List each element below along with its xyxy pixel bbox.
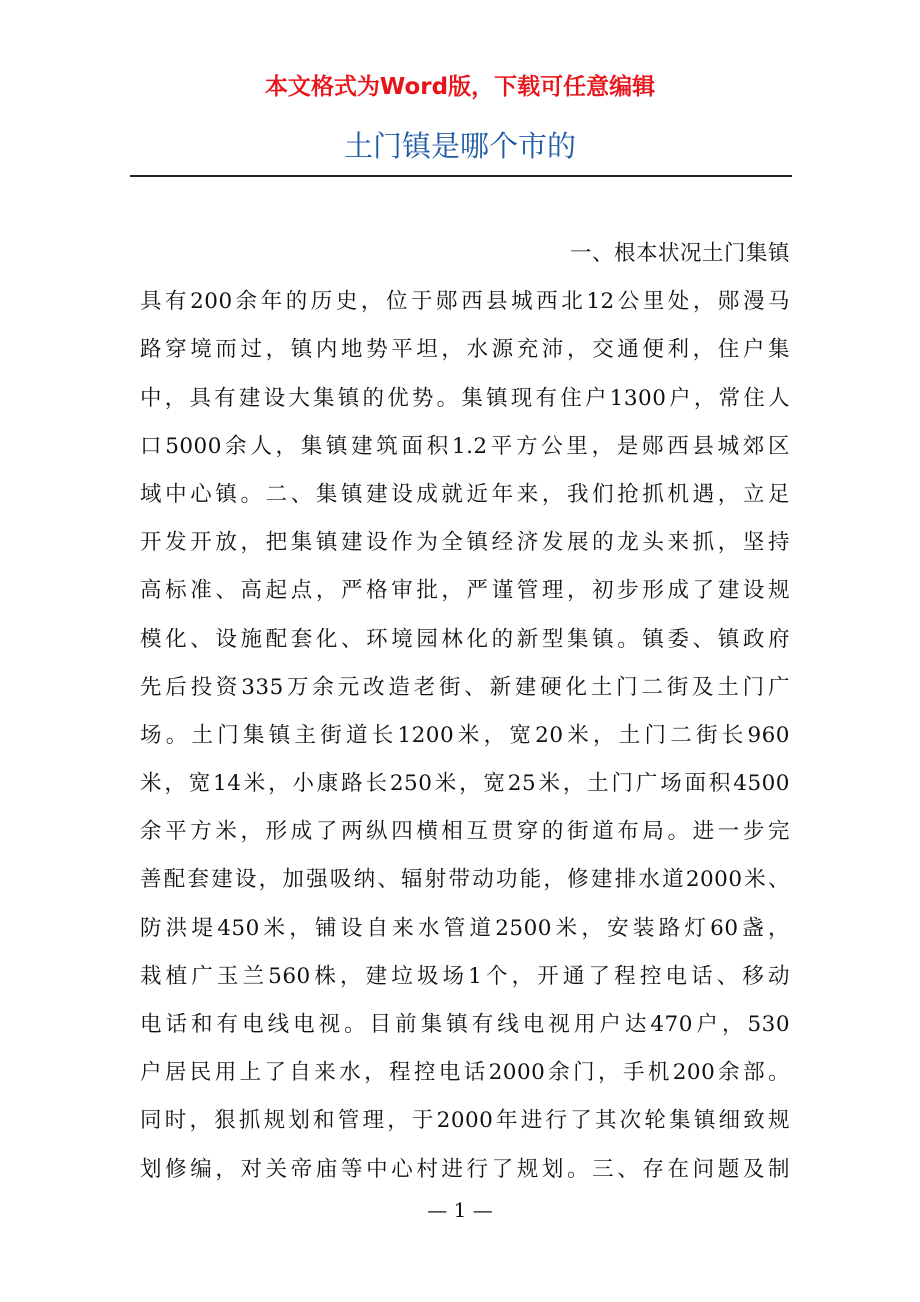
document-title: 土门镇是哪个市的 [343,129,576,163]
text-line: 一、根本状况土门集镇 [569,241,790,266]
page-number: — 1 — [427,1198,493,1222]
text-line: 栽植广玉兰560株，建垃圾场1个，开通了程控电话、移动 [140,963,790,989]
text-line: 高标准、高起点，严格审批，严谨管理，初步形成了建设规 [140,578,790,604]
text-line: 先后投资335万余元改造老街、新建硬化土门二街及土门广 [140,674,790,700]
text-line: 电话和有电线电视。目前集镇有线电视用户达470户，530 [140,1012,790,1037]
text-line: 具有200余年的历史，位于郧西县城西北12公里处，郧漫马 [140,289,790,315]
text-line: 域中心镇。二、集镇建设成就近年来，我们抢抓机遇，立足 [140,481,790,507]
text-line: 路穿境而过，镇内地势平坦，水源充沛，交通便利，住户集 [140,337,790,363]
text-line: 善配套建设，加强吸纳、辐射带动功能，修建排水道2000米、 [140,867,790,893]
text-line: 同时，狠抓规划和管理，于2000年进行了其次轮集镇细致规 [140,1108,790,1134]
title-divider [130,175,792,177]
text-line: 防洪堤450米，铺设自来水管道2500米，安装路灯60盏， [140,915,790,941]
format-notice-banner: 本文格式为Word版，下载可任意编辑 [264,74,656,100]
text-line: 余平方米，形成了两纵四横相互贯穿的街道布局。进一步完 [140,819,790,845]
text-line: 口5000余人，集镇建筑面积1.2平方公里，是郧西县城郊区 [140,433,790,459]
text-line: 户居民用上了自来水，程控电话2000余门，手机200余部。 [140,1060,790,1086]
text-line: 米，宽14米，小康路长250米，宽25米，土门广场面积4500 [140,771,790,797]
text-line: 开发开放，把集镇建设作为全镇经济发展的龙头来抓，坚持 [140,530,790,556]
text-line: 模化、设施配套化、环境园林化的新型集镇。镇委、镇政府 [140,626,790,652]
text-line: 中，具有建设大集镇的优势。集镇现有住户1300户，常住人 [140,385,790,411]
text-line: 场。土门集镇主街道长1200米，宽20米，土门二街长960 [140,722,790,748]
body-text [140,230,790,1194]
text-line: 划修编，对关帝庙等中心村进行了规划。三、存在问题及制 [140,1156,790,1182]
